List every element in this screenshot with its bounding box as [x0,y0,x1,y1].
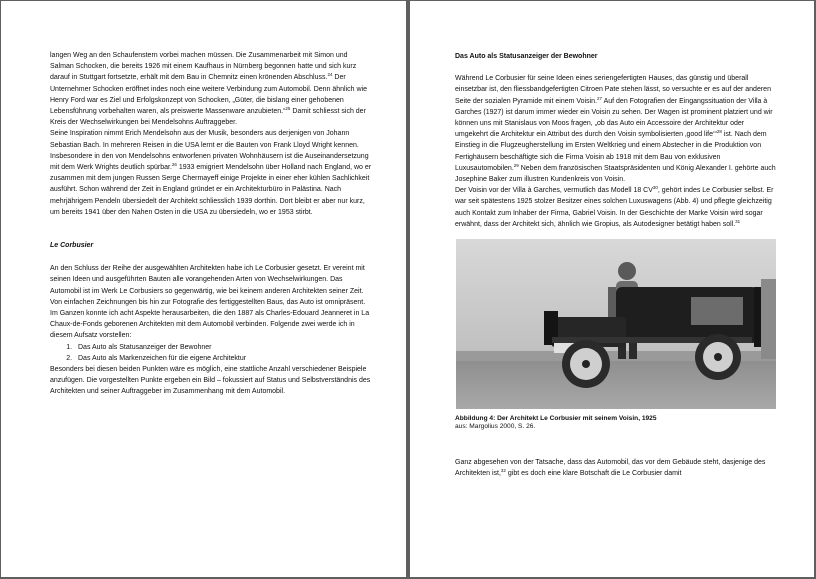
paragraph [50,50,372,128]
paragraph [455,73,777,185]
paragraph-text: gibt es doch eine klare Botschaft die Le Corbusier damit [505,470,682,478]
list-item: 1. Das Auto als Statusanzeiger der Bewohner [74,342,372,353]
paragraph-text: Damit schliesst sich der Kreis der Wechselwirkungen bei Mendelsohns Auftraggeber. [50,108,366,127]
paragraph-text: Während Le Corbusier für seine Ideen eines seriengefertigten Hauses, das günstig und überall einsetzbar ist, den fliessbandgefertigten Citroen Pate stehen lässt, so versuchte er es auf der anderen Seite der sozialen Pyramide mit einem Voisin. [455,75,771,105]
document-page-right [410,1,814,577]
numbered-list [50,342,372,364]
paragraph: Besonders bei diesen beiden Punkten wäre es möglich, eine stattliche Anzahl verschiedener Beispiele anzufügen. Die vorgestellten Punkte ergeben ein Bild – fokussiert auf Status und Selbstverständnis des Architekten und seiner Auftraggeber im Zusammenhang mit dem Automobil. [50,366,371,396]
photo-man-with-car [456,239,776,409]
paragraph-text: , gehört indes Le Corbusier selbst. Er war seit spätestens 1925 stolzer Besitzer eines solchen Luxuswagens (Abb. 4) und pflegte gleichzeitig auch Kontakt zum Inhaber der Firma, Gabriel Voisin. In der Geschichte der Marke Voisin wird sogar erwähnt, dass der Architekt sich, ähnlich wie Gropius, als Autodesigner betätigt haben soll. [455,187,774,228]
section-heading: Das Auto als Statusanzeiger der Bewohner [455,53,598,60]
paragraph-text: Seine Inspiration nimmt Erich Mendelsohn aus der Musik, besonders aus derjenigen von Johann Sebastian Bach. In mehreren Reisen in die USA lernt er die Bauten von Frank Lloyd Wright kennen. Insbesondere in den von Mendelsohns entworfenen privaten Wohnhäusern ist die Auseinandersetzung mit dem Werk Wrights deutlich spürbar. [50,130,369,172]
page-left-text [50,50,372,398]
paragraph-text: Ganz abgesehen von der Tatsache, dass das Automobil, das vor dem Gebäude steht, dasjenige des Architekten ist, [455,459,766,478]
paragraph-text: Auf den Fotografien der Eingangssituation der Villa à Garches (1927) ist darum immer wieder ein Voisin zu sehen. Der Wagen ist prominent platziert und wir können uns mit Stanislaus von Moos fragen, „ob das Auto ein Accessoire der Architektur oder umgekehrt die Architektur ein Attribut des durch den Voisin symbolisierten ‚good life‘“ [455,97,773,139]
paragraph [455,185,777,230]
document-page-left [1,1,406,577]
paragraph-text: Neben dem französischen Staatspräsidenten und König Alexander I. gehörte auch Josephine Baker zum illustren Kundenkreis von Voisin. [455,164,776,184]
footnote-marker[interactable]: 29 [513,162,519,168]
paragraph-text: 1933 emigriert Mendelsohn über Holland nach England, wo er zusammen mit dem jungen Russen Serge Chermayeff einige Projekte in einer eher kühlen Sachlichkeit ausführt. Schon während der Zeit in England gründet er ein Architekturbüro in Palästina. Nach mehrjährigem Pendeln übersiedelt der Architekt schliesslich 1939 dorthin. Dort bleibt er aber nur kurz, um bereits 1941 über den Nahen Osten in die USA zu übersiedeln, wo er 1953 stirbt. [50,164,372,216]
paragraph [455,457,777,479]
footnote-marker[interactable]: 27 [597,95,603,101]
footnote-marker[interactable]: 25 [285,106,291,112]
footnote-marker[interactable]: 31 [735,218,741,224]
footnote-marker[interactable]: 26 [171,162,177,168]
spacer [455,431,777,457]
paragraph-text: langen Weg an den Schaufenstern vorbei machen müssen. Die Zusammenarbeit mit Simon und Salman Schocken, die bereits 1926 mit einem Kaufhaus in Nürnberg begonnen hatte und sich kurz darauf in Stuttgart fortsetzte, erhält mit dem Bau in Chemnitz einen krönenden Abschluss. [50,52,357,82]
figure-caption-title: Abbildung 4: Der Architekt Le Corbusier mit seinem Voisin, 1925 [455,415,657,423]
footnote-marker[interactable]: 28 [716,129,722,135]
paragraph-text: Der Unternehmer Schocken eröffnet indes noch eine weitere Verbindung zum Automobil. Denn ähnlich wie Henry Ford war es Ziel und Erfolgskonzept von Schocken, „Güter, die bislang einer gehobenen Lebensführung vorbehalten waren, als preiswerte Massenware anzubieten.“ [50,74,368,116]
paragraph-text: Der Voisin vor der Villa à Garches, vermutlich das Modell 18 CV [455,187,653,195]
footnote-marker[interactable]: 30 [652,185,658,191]
section-heading: Le Corbusier [50,242,94,250]
figure-photo [456,239,776,409]
page-right-text [455,51,777,479]
list-item: 2. Das Auto als Markenzeichen für die eigene Architektur [74,353,372,364]
paragraph [50,128,372,218]
footnote-marker[interactable]: 24 [327,72,333,78]
paragraph-text: ist. Nach dem Einstieg in die Flugzeugherstellung im Ersten Weltkrieg und einem Abstecher in die Produktion von Fertighäusern beschäftigte sich die Firma Voisin ab 1918 mit dem Bau von exklusiven Luxusautomobilen. [455,131,767,172]
footnote-marker[interactable]: 32 [500,468,506,474]
paragraph: An den Schluss der Reihe der ausgewählten Architekten habe ich Le Corbusier gesetzt. Er vereint mit seinen Ideen und ausgeführten Bauten alle vorangehenden Arten von Wechselwirkungen. Das Automobil ist im Werk Le Corbusiers so gegenwärtig, wie bei keinem anderen Architekten seiner Zeit. Von einfachen Zeichnungen bis hin zur Fotografie des fertiggestellten Baus, das Auto ist omnipräsent. Im Ganzen konnte ich acht Aspekte herausarbeiten, die den 1887 als Charles-Edouard Jeanneret in La Chaux-de-Fonds geborenen Architekten mit dem Automobil verbinden. Folgende zwei werde ich in diesem Aufsatz vorstellen: [50,265,370,340]
figure-caption-source: aus: Margolius 2000, S. 26. [455,423,536,431]
